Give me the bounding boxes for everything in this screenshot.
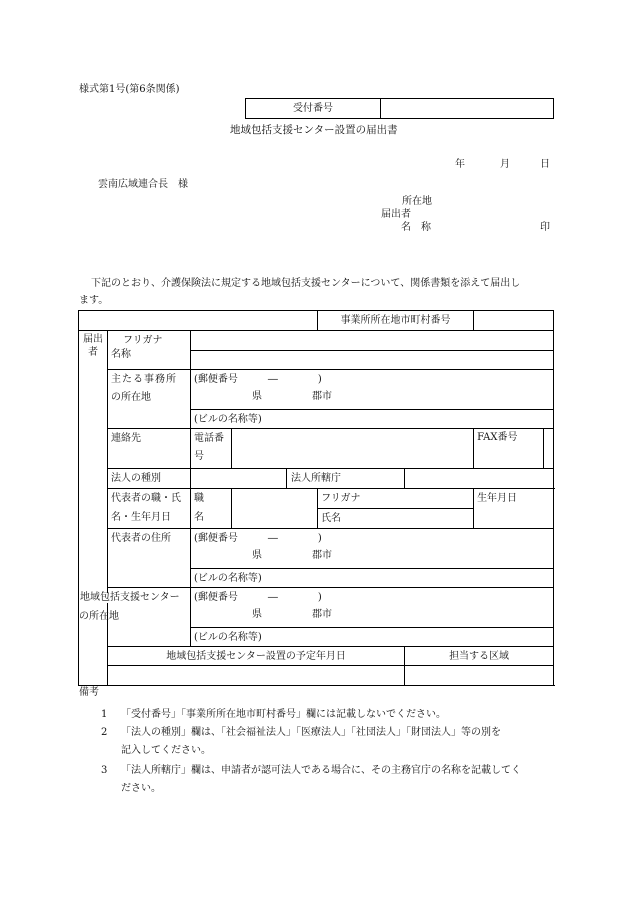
furigana-label: フリガナ <box>123 335 163 346</box>
center-postal-label: (郵便番号 ― ) <box>194 592 322 603</box>
remark-3-text-line2: ださい。 <box>121 783 161 794</box>
planned-date-field[interactable] <box>108 666 405 686</box>
rep-label-cell <box>108 489 191 529</box>
remark-2-number: 2 <box>101 727 108 738</box>
blank-cell <box>79 311 318 331</box>
intro-text-line2: ます。 <box>79 295 109 306</box>
job-label-line1: 職 <box>194 493 204 504</box>
receipt-number-box <box>245 98 554 119</box>
remarks-title: 備考 <box>79 687 99 698</box>
name-field[interactable] <box>191 351 554 370</box>
corp-type-label: 法人の種別 <box>108 469 191 489</box>
main-office-label-line2: の所在地 <box>111 392 151 403</box>
main-office-label-cell <box>108 370 191 429</box>
postal-label: (郵便番号 ― ) <box>194 374 322 385</box>
fax-label: FAX番号 <box>477 432 518 443</box>
phone-label-cell <box>191 429 232 469</box>
rep-furigana-label: フリガナ <box>318 489 474 509</box>
rep-address-cell[interactable] <box>191 529 554 569</box>
corp-authority-field[interactable] <box>405 469 554 489</box>
phone-label-line2: 号 <box>194 451 204 462</box>
rep-county-city-label: 郡市 <box>312 550 332 561</box>
fax-divider <box>543 428 544 468</box>
main-office-address-cell[interactable] <box>191 370 554 410</box>
county-city-label: 郡市 <box>312 391 332 402</box>
submitter-label: 届出者 <box>381 209 411 220</box>
phone-field[interactable] <box>232 429 474 469</box>
center-building-field[interactable]: (ビルの名称等) <box>191 628 554 647</box>
remark-3-text-line1: 「法人所轄庁」欄は、申請者が認可法人である場合に、その主務官庁の名称を記載してく <box>121 765 521 776</box>
center-address-cell[interactable] <box>191 588 554 628</box>
submitter-name-label: 名 称 <box>401 222 431 233</box>
fax-cell <box>474 429 554 469</box>
date-year: 年 <box>455 159 465 170</box>
name-label: 名称 <box>111 349 131 360</box>
prefecture-label: 県 <box>252 391 262 402</box>
remark-3-number: 3 <box>101 765 108 776</box>
remark-1-text: 「受付番号」「事業所所在地市町村番号」欄には記載しないでください。 <box>121 709 446 720</box>
area-label: 担当する区域 <box>405 647 554 666</box>
corp-type-field[interactable] <box>191 469 287 489</box>
center-location-label-cell <box>79 588 191 647</box>
date-day: 日 <box>540 159 550 170</box>
receipt-number-label: 受付番号 <box>246 99 381 119</box>
intro-text-line1: 下記のとおり、介護保険法に規定する地域包括支援センターについて、関係書類を添えて届出し <box>91 278 521 289</box>
notifier-header <box>79 331 108 686</box>
job-label-cell <box>191 489 232 529</box>
submitter-location-label: 所在地 <box>402 196 432 207</box>
planned-date-label: 地域包括支援センター設置の予定年月日 <box>108 647 405 666</box>
remark-1-number: 1 <box>101 709 108 720</box>
remark-2-text-line1: 「法人の種別」欄は、「社会福祉法人」「医療法人」「社団法人」「財団法人」等の別を <box>121 727 501 738</box>
rep-building-field[interactable]: (ビルの名称等) <box>191 569 554 588</box>
corp-authority-label: 法人所轄庁 <box>287 469 405 489</box>
contact-label: 連絡先 <box>108 429 191 469</box>
phone-label-line1: 電話番 <box>194 433 224 444</box>
main-office-label-line1: 主たる事務所 <box>111 374 177 385</box>
notifier-label-line1: 届出 <box>83 334 103 345</box>
job-field[interactable] <box>232 489 318 529</box>
form-number: 様式第1号(第6条関係) <box>79 84 180 95</box>
building-field[interactable]: (ビルの名称等) <box>191 410 554 429</box>
furigana-field[interactable] <box>191 331 554 351</box>
notification-table <box>78 310 554 686</box>
addressee: 雲南広域連合長 様 <box>98 179 188 190</box>
rep-label-line1: 代表者の職・氏 <box>111 493 181 504</box>
birth-label: 生年月日 <box>474 489 554 529</box>
rep-postal-label: (郵便番号 ― ) <box>194 533 322 544</box>
date-month: 月 <box>500 159 510 170</box>
center-location-label-line1: 地域包括支援センター <box>80 592 180 603</box>
area-field[interactable] <box>405 666 554 686</box>
remark-2-text-line2: 記入してください。 <box>121 745 211 756</box>
job-label-line2: 名 <box>194 512 204 523</box>
notifier-label-line2: 者 <box>88 347 98 358</box>
office-code-field[interactable] <box>474 311 554 331</box>
document-title: 地域包括支援センター設置の届出書 <box>230 124 398 136</box>
rep-label-line2: 名・生年月日 <box>111 512 171 523</box>
center-location-label-line2: の所在地 <box>79 611 119 622</box>
center-prefecture-label: 県 <box>252 609 262 620</box>
rep-address-label: 代表者の住所 <box>108 529 191 588</box>
rep-prefecture-label: 県 <box>252 550 262 561</box>
center-county-city-label: 郡市 <box>312 609 332 620</box>
office-code-label: 事業所所在地市町村番号 <box>318 311 474 331</box>
seal-mark: 印 <box>540 222 550 233</box>
rep-name-label: 氏名 <box>318 509 474 529</box>
name-label-cell <box>108 331 191 370</box>
receipt-number-field[interactable] <box>381 99 554 119</box>
